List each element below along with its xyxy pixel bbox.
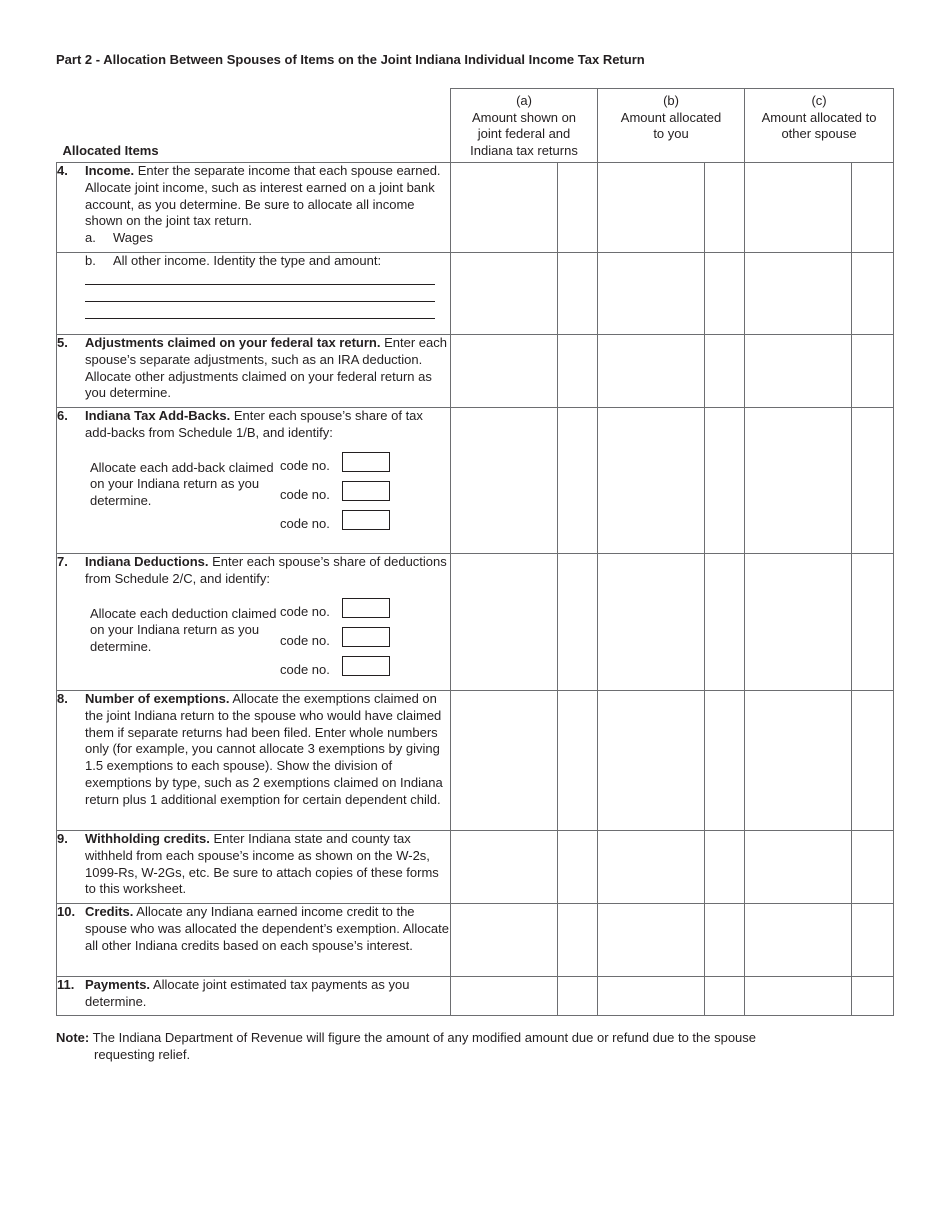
amount-cell-b[interactable] (598, 253, 705, 335)
cents-cell-c[interactable] (852, 335, 894, 408)
code-input-1[interactable] (342, 452, 390, 472)
subitem-text: All other income. Identity the type and amount: (113, 253, 382, 268)
note-line-1: The Indiana Department of Revenue will figure the amount of any modified amount due or refund due to the spouse (89, 1030, 757, 1045)
allocate-instruction: Allocate each deduction claimed on your Indiana return as you determine. (90, 605, 277, 655)
amount-cell-a[interactable] (451, 554, 558, 691)
item-10-description (57, 904, 451, 977)
code-input-3[interactable] (342, 656, 390, 676)
item-heading: Indiana Deductions. (85, 554, 209, 569)
amount-cell-a[interactable] (451, 691, 558, 831)
table-row-4b (57, 253, 894, 335)
item-heading: Credits. (85, 904, 134, 919)
cents-cell-c[interactable] (852, 904, 894, 977)
item-heading: Withholding credits. (85, 831, 210, 846)
cents-cell-c[interactable] (852, 408, 894, 554)
column-a-letter: (a) (516, 93, 532, 108)
item-text: Allocate any Indiana earned income credit to the spouse who was allocated the dependent’s exemption. Allocate all other Indiana credits based on each spouse’s interest. (85, 904, 450, 953)
amount-cell-a[interactable] (451, 163, 558, 253)
cents-cell-a[interactable] (558, 691, 598, 831)
cents-cell-c[interactable] (852, 977, 894, 1016)
item-text: Enter the separate income that each spouse earned. Allocate joint income, such as interest earned on a joint bank account, as you determine. Be sure to allocate all income shown on the joint tax return. (85, 163, 441, 229)
item-text: Enter each spouse’s separate adjustments, such as an IRA deduction. Allocate other adjustments claimed on your federal return as you determine. (85, 335, 447, 401)
item-5-description (57, 335, 451, 408)
code-input-2[interactable] (342, 627, 390, 647)
item-heading: Adjustments claimed on your federal tax return. (85, 335, 381, 350)
amount-cell-c[interactable] (745, 691, 852, 831)
cents-cell-c[interactable] (852, 163, 894, 253)
subitem-text: Wages (113, 230, 153, 246)
cents-cell-c[interactable] (852, 831, 894, 904)
cents-cell-b[interactable] (705, 977, 745, 1016)
cents-cell-b[interactable] (705, 691, 745, 831)
amount-cell-b[interactable] (598, 904, 705, 977)
cents-cell-a[interactable] (558, 335, 598, 408)
amount-cell-b[interactable] (598, 554, 705, 691)
amount-cell-a[interactable] (451, 904, 558, 977)
amount-cell-c[interactable] (745, 408, 852, 554)
column-a-header (451, 89, 598, 163)
cents-cell-a[interactable] (558, 977, 598, 1016)
table-row-5 (57, 335, 894, 408)
table-row-11 (57, 977, 894, 1016)
table-row-10 (57, 904, 894, 977)
cents-cell-c[interactable] (852, 554, 894, 691)
item-number: 9. (57, 831, 68, 846)
code-input-3[interactable] (342, 510, 390, 530)
header-row (57, 89, 894, 163)
write-in-line-2[interactable] (85, 301, 435, 302)
table-row-7 (57, 554, 894, 691)
cents-cell-a[interactable] (558, 904, 598, 977)
item-4b-description (57, 253, 451, 335)
amount-cell-c[interactable] (745, 163, 852, 253)
amount-cell-b[interactable] (598, 691, 705, 831)
amount-cell-a[interactable] (451, 335, 558, 408)
column-c-header (745, 89, 894, 163)
amount-cell-a[interactable] (451, 977, 558, 1016)
cents-cell-a[interactable] (558, 408, 598, 554)
item-number: 10. (57, 904, 76, 919)
code-label: code no. (280, 515, 330, 531)
code-input-1[interactable] (342, 598, 390, 618)
column-b-letter: (b) (663, 93, 679, 108)
item-number: 8. (57, 691, 68, 706)
column-b-text: Amount allocated to you (620, 109, 722, 141)
write-in-line-1[interactable] (85, 284, 435, 285)
item-number: 6. (57, 408, 68, 423)
item-text: Allocate joint estimated tax payments as you determine. (85, 977, 410, 1009)
column-b-header (598, 89, 745, 163)
item-9-description (57, 831, 451, 904)
code-label: code no. (280, 603, 330, 619)
cents-cell-b[interactable] (705, 904, 745, 977)
item-text: Enter each spouse’s share of tax add-backs from Schedule 1/B, and identify: (85, 408, 423, 440)
code-label: code no. (280, 457, 330, 473)
item-11-description (57, 977, 451, 1016)
item-heading: Number of exemptions. (85, 691, 230, 706)
cents-cell-b[interactable] (705, 831, 745, 904)
amount-cell-a[interactable] (451, 831, 558, 904)
subitem-letter: a. (85, 230, 96, 246)
item-text: Enter each spouse’s share of deductions from Schedule 2/C, and identify: (85, 554, 447, 586)
code-label: code no. (280, 661, 330, 677)
item-4-description (57, 163, 451, 253)
table-row-8 (57, 691, 894, 831)
allocated-items-heading: Allocated Items (57, 89, 451, 163)
item-number: 7. (57, 554, 68, 569)
amount-cell-c[interactable] (745, 554, 852, 691)
cents-cell-c[interactable] (852, 253, 894, 335)
amount-cell-a[interactable] (451, 408, 558, 554)
allocation-table (56, 88, 894, 1016)
amount-cell-c[interactable] (745, 253, 852, 335)
page-title: Part 2 - Allocation Between Spouses of Items on the Joint Indiana Individual Income Tax Return (56, 52, 645, 67)
column-a-text: Amount shown on joint federal and Indiana tax returns (470, 109, 578, 158)
item-heading: Income. (85, 163, 135, 178)
amount-cell-c[interactable] (745, 977, 852, 1016)
code-label: code no. (280, 632, 330, 648)
amount-cell-a[interactable] (451, 253, 558, 335)
cents-cell-b[interactable] (705, 335, 745, 408)
amount-cell-b[interactable] (598, 408, 705, 554)
cents-cell-a[interactable] (558, 253, 598, 335)
item-8-description (57, 691, 451, 831)
allocate-instruction: Allocate each add-back claimed on your Indiana return as you determine. (90, 459, 274, 509)
write-in-line-3[interactable] (85, 318, 435, 319)
code-input-2[interactable] (342, 481, 390, 501)
cents-cell-b[interactable] (705, 554, 745, 691)
column-c-letter: (c) (811, 93, 827, 108)
cents-cell-a[interactable] (558, 831, 598, 904)
note-label: Note: (56, 1030, 90, 1045)
item-number: 5. (57, 335, 68, 350)
code-label: code no. (280, 486, 330, 502)
cents-cell-a[interactable] (558, 554, 598, 691)
note-line-2: requesting relief. (94, 1047, 191, 1062)
amount-cell-b[interactable] (598, 335, 705, 408)
amount-cell-b[interactable] (598, 831, 705, 904)
amount-cell-b[interactable] (598, 163, 705, 253)
item-heading: Indiana Tax Add-Backs. (85, 408, 231, 423)
cents-cell-c[interactable] (852, 691, 894, 831)
cents-cell-b[interactable] (705, 408, 745, 554)
table-row-6 (57, 408, 894, 554)
note (56, 1029, 836, 1063)
item-number: 11. (57, 977, 75, 992)
cents-cell-a[interactable] (558, 163, 598, 253)
item-number: 4. (57, 163, 68, 178)
amount-cell-c[interactable] (745, 831, 852, 904)
amount-cell-b[interactable] (598, 977, 705, 1016)
cents-cell-b[interactable] (705, 163, 745, 253)
cents-cell-b[interactable] (705, 253, 745, 335)
table-row-4 (57, 163, 894, 253)
item-text: Allocate the exemptions claimed on the joint Indiana return to the spouse who would have claimed them if separate returns had been filed. Enter whole numbers only (for example, you cannot allocate 3 exemptions by giving 1.5 exemptions to each spouse). Show the division of exemptions by type, such as 2 exemptions claimed on Indiana return plus 1 additional exemption for certain dependent child. (85, 691, 443, 807)
item-6-description (57, 408, 451, 554)
item-text: Enter Indiana state and county tax withheld from each spouse’s income as shown on the W-2s, 1099-Rs, W-2Gs, etc. Be sure to attach copies of these forms to this worksheet. (85, 831, 439, 897)
subitem-letter: b. (85, 253, 96, 268)
amount-cell-c[interactable] (745, 904, 852, 977)
amount-cell-c[interactable] (745, 335, 852, 408)
table-row-9 (57, 831, 894, 904)
item-heading: Payments. (85, 977, 151, 992)
column-c-text: Amount allocated to other spouse (761, 109, 877, 141)
item-7-description (57, 554, 451, 691)
